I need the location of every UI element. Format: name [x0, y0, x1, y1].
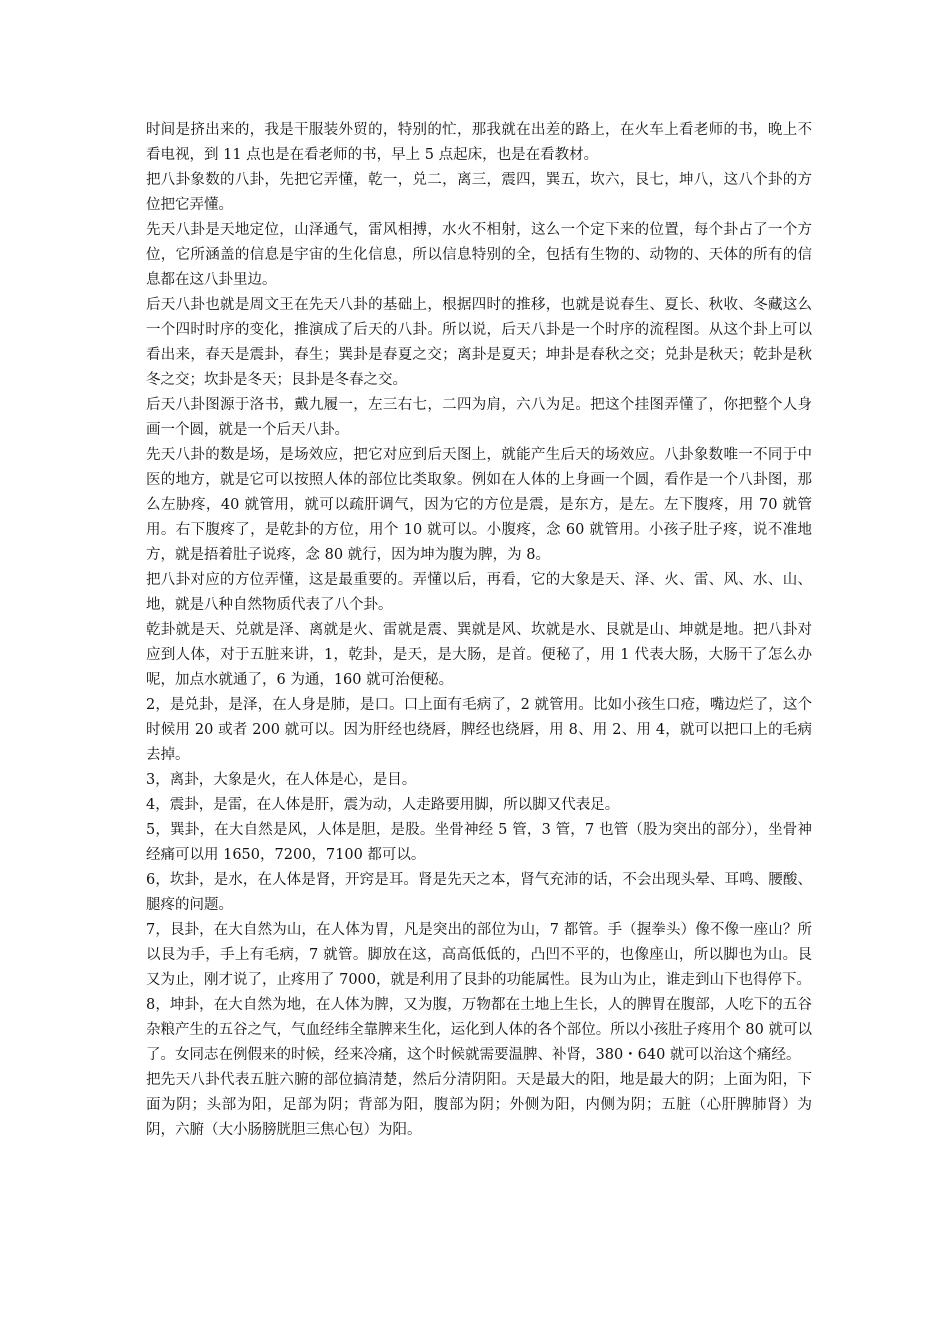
paragraph-11: 4，震卦，是雷，在人体是肝，震为动，人走路要用脚，所以脚又代表足。 [146, 797, 620, 813]
paragraph-9: 2，是兑卦，是泽，在人身是肺，是口。口上面有毛病了，2 就管用。比如小孩生口疮，嘴边烂了，这个时候用 20 或者 200 就可以。因为肝经也绕唇，脾经也绕唇，用 8、用 2、用 4，就可以把口上的毛病去掉。 [146, 697, 812, 763]
paragraph-10: 3，离卦，大象是火，在人体是心，是目。 [146, 772, 417, 788]
paragraph-6: 先天八卦的数是场，是场效应，把它对应到后天图上，就能产生后天的场效应。八卦象数唯一不同于中医的地方，就是它可以按照人体的部位比类取象。例如在人体的上身画一个圆，看作是一个八卦图，那么左胁疼，40 就管用，就可以疏肝调气，因为它的方位是震，是东方，是左。左下腹疼，用 70 就管用。右下腹疼了，是乾卦的方位，用个 10 就可以。小腹疼，念 60 就管用。小孩子肚子疼，说不准地方，就是捂着肚子说疼，念 80 就行，因为坤为腹为脾，为 8。 [146, 447, 812, 563]
paragraph-12: 5，巽卦，在大自然是风，人体是胆，是股。坐骨神经 5 管，3 管，7 也管（股为突出的部分），坐骨神经痛可以用 1650，7200，7100 都可以。 [146, 822, 812, 863]
document-body [146, 118, 812, 1143]
paragraph-2: 把八卦象数的八卦，先把它弄懂，乾一，兑二，离三，震四，巽五，坎六，艮七，坤八，这八个卦的方位把它弄懂。 [146, 172, 812, 213]
paragraph-8: 乾卦就是天、兑就是泽、离就是火、雷就是震、巽就是风、坎就是水、艮就是山、坤就是地。把八卦对应到人体，对于五脏来讲，1，乾卦，是天，是大肠，是首。便秘了，用 1 代表大肠，大肠干了怎么办呢，加点水就通了，6 为通，160 就可治便秘。 [146, 622, 812, 688]
paragraph-3: 先天八卦是天地定位，山泽通气，雷风相搏，水火不相射，这么一个定下来的位置，每个卦占了一个方位，它所涵盖的信息是宇宙的生化信息，所以信息特别的全，包括有生物的、动物的、天体的所有的信息都在这八卦里边。 [146, 222, 812, 288]
paragraph-4: 后天八卦也就是周文王在先天八卦的基础上，根据四时的推移，也就是说春生、夏长、秋收、冬藏这么一个四时时序的变化，推演成了后天的八卦。所以说，后天八卦是一个时序的流程图。从这个卦上可以看出来，春天是震卦，春生；巽卦是春夏之交；离卦是夏天；坤卦是春秋之交；兑卦是秋天；乾卦是秋冬之交；坎卦是冬天；艮卦是冬春之交。 [146, 297, 812, 388]
paragraph-16: 把先天八卦代表五脏六腑的部位搞清楚，然后分清阴阳。天是最大的阳，地是最大的阴；上面为阳，下面为阴；头部为阳，足部为阴；背部为阳，腹部为阴；外侧为阳，内侧为阴；五脏（心肝脾肺肾）为阴，六腑（大小肠膀胱胆三焦心包）为阳。 [146, 1072, 812, 1138]
paragraph-5: 后天八卦图源于洛书，戴九履一，左三右七，二四为肩，六八为足。把这个挂图弄懂了，你把整个人身画一个圆，就是一个后天八卦。 [146, 397, 812, 438]
paragraph-15: 8，坤卦，在大自然为地，在人体为脾，又为腹，万物都在土地上生长，人的脾胃在腹部，人吃下的五谷杂粮产生的五谷之气，气血经纬全靠脾来生化，运化到人体的各个部位。所以小孩肚子疼用个 80 就可以了。女同志在例假来的时候，经来冷痛，这个时候就需要温脾、补肾，380・640 就可以治这个痛经。 [146, 997, 812, 1063]
paragraph-14: 7，艮卦，在大自然为山，在人体为胃，凡是突出的部位为山，7 都管。手（握拳头）像不像一座山？所以艮为手，手上有毛病，7 就管。脚放在这，高高低低的，凸凹不平的，也像座山，所以脚也为山。艮又为止，刚才说了，止疼用了 7000，就是利用了艮卦的功能属性。艮为山为止，谁走到山下也得停下。 [146, 922, 812, 988]
paragraph-1: 时间是挤出来的，我是干服装外贸的，特别的忙，那我就在出差的路上，在火车上看老师的书，晚上不看电视，到 11 点也是在看老师的书，早上 5 点起床，也是在看教材。 [146, 122, 812, 163]
paragraph-13: 6，坎卦，是水，在人体是肾，开窍是耳。肾是先天之本，肾气充沛的话，不会出现头晕、耳鸣、腰酸、腿疼的问题。 [146, 872, 812, 913]
paragraph-7: 把八卦对应的方位弄懂，这是最重要的。弄懂以后，再看，它的大象是天、泽、火、雷、风、水、山、地，就是八种自然物质代表了八个卦。 [146, 572, 812, 613]
